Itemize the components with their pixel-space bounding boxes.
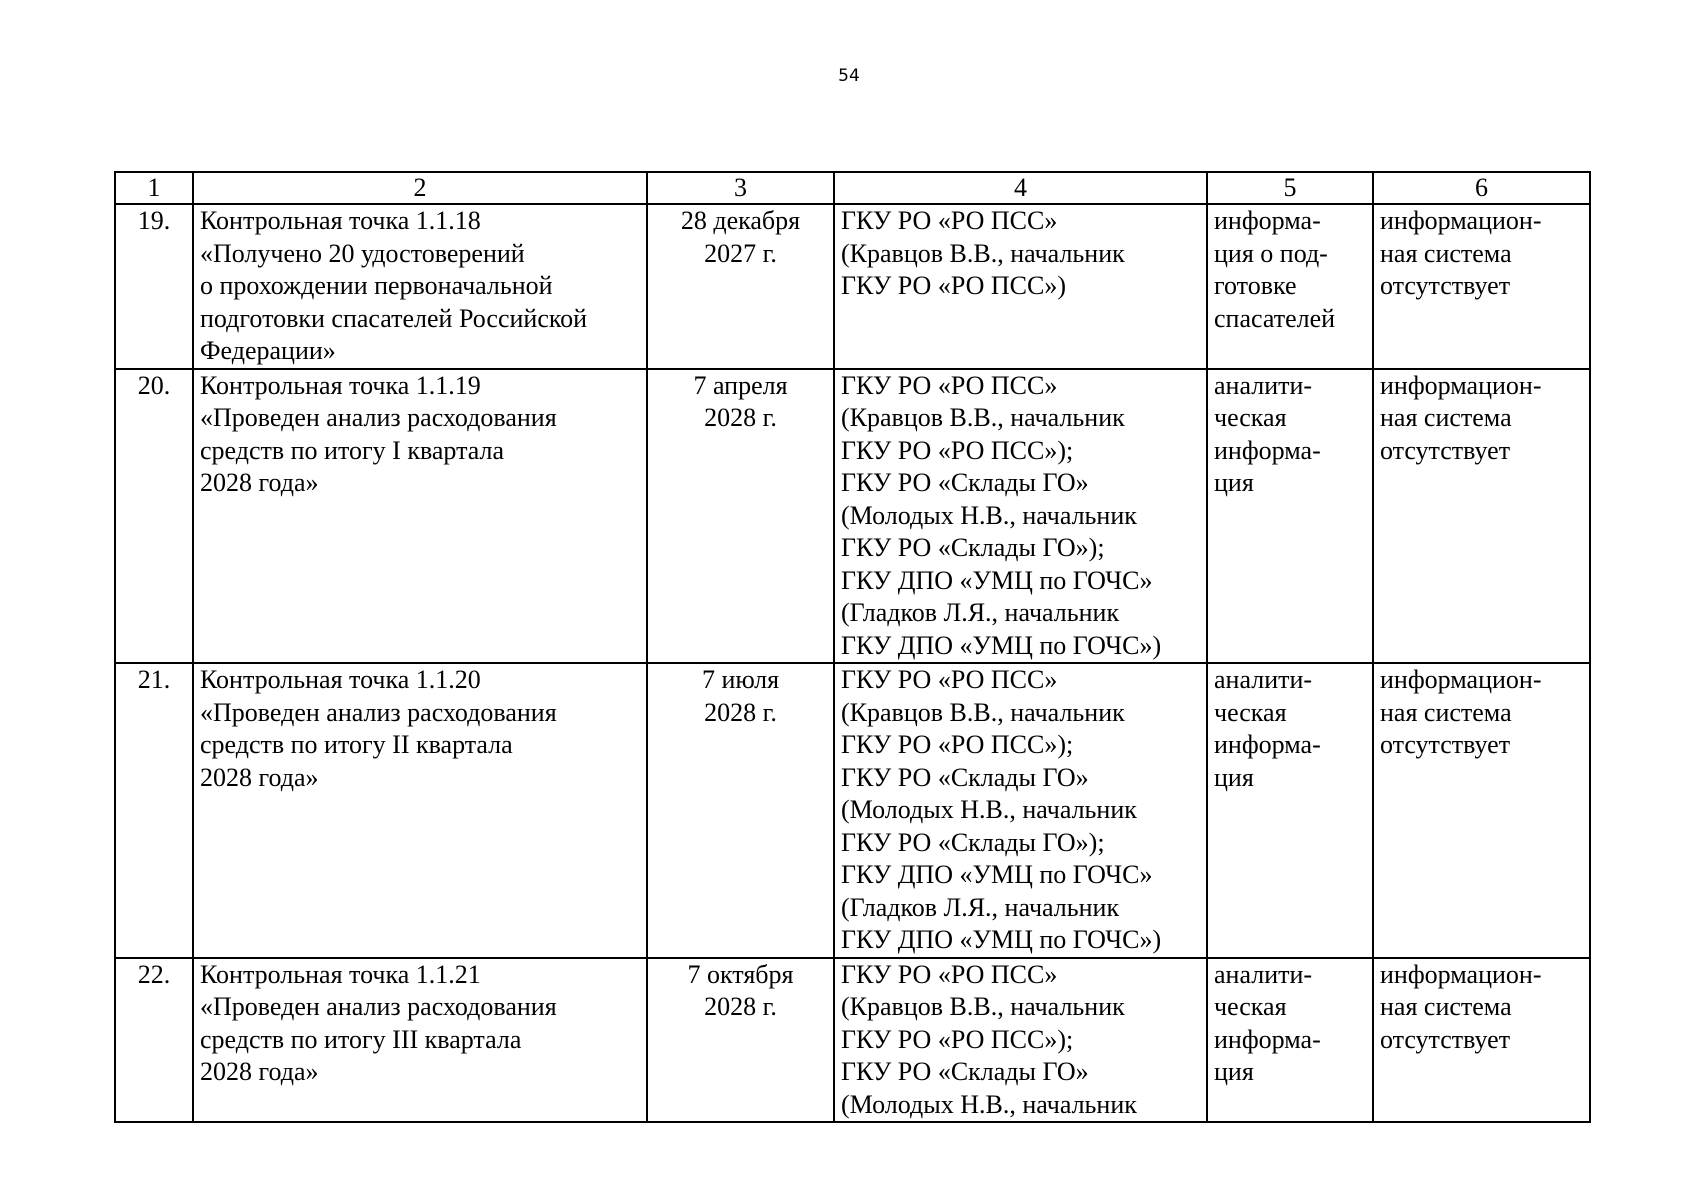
header-cell-3: 3 xyxy=(647,172,834,204)
table-header-row xyxy=(115,172,1590,204)
responsible-executor: ГКУ РО «РО ПСС» (Кравцов В.В., начальник ГКУ РО «РО ПСС»); ГКУ РО «Склады ГО» (Молодых Н.В., начальник ГКУ РО «Склады ГО»); ГКУ ДПО «УМЦ по ГОЧС» (Гладков Л.Я., начальник ГКУ ДПО «УМЦ по ГОЧС») xyxy=(834,663,1207,958)
control-point-name: Контрольная точка 1.1.19 «Проведен анализ расходования средств по итогу I квартала 2028 года» xyxy=(193,369,647,664)
header-cell-2: 2 xyxy=(193,172,647,204)
control-point-name: Контрольная точка 1.1.21 «Проведен анализ расходования средств по итогу III квартала 2028 года» xyxy=(193,958,647,1123)
responsible-executor: ГКУ РО «РО ПСС» (Кравцов В.В., начальник ГКУ РО «РО ПСС») xyxy=(834,204,1207,369)
table-row xyxy=(115,369,1590,664)
control-point-name: Контрольная точка 1.1.20 «Проведен анализ расходования средств по итогу II квартала 2028 года» xyxy=(193,663,647,958)
information-system: информацион- ная система отсутствует xyxy=(1373,958,1590,1123)
table-row xyxy=(115,663,1590,958)
deadline-date: 7 октября 2028 г. xyxy=(647,958,834,1123)
table-row xyxy=(115,958,1590,1123)
table-row xyxy=(115,204,1590,369)
information-system: информацион- ная система отсутствует xyxy=(1373,663,1590,958)
control-point-name: Контрольная точка 1.1.18 «Получено 20 удостоверений о прохождении первоначальной подготовки спасателей Российской Федерации» xyxy=(193,204,647,369)
document-type: аналити- ческая информа- ция xyxy=(1207,958,1373,1123)
deadline-date: 7 апреля 2028 г. xyxy=(647,369,834,664)
document-type: аналити- ческая информа- ция xyxy=(1207,663,1373,958)
deadline-date: 28 декабря 2027 г. xyxy=(647,204,834,369)
row-number: 20. xyxy=(115,369,193,664)
row-number: 22. xyxy=(115,958,193,1123)
document-type: аналити- ческая информа- ция xyxy=(1207,369,1373,664)
responsible-executor: ГКУ РО «РО ПСС» (Кравцов В.В., начальник ГКУ РО «РО ПСС»); ГКУ РО «Склады ГО» (Молодых Н.В., начальник xyxy=(834,958,1207,1123)
header-cell-4: 4 xyxy=(834,172,1207,204)
header-cell-1: 1 xyxy=(115,172,193,204)
header-cell-5: 5 xyxy=(1207,172,1373,204)
information-system: информацион- ная система отсутствует xyxy=(1373,204,1590,369)
row-number: 21. xyxy=(115,663,193,958)
responsible-executor: ГКУ РО «РО ПСС» (Кравцов В.В., начальник ГКУ РО «РО ПСС»); ГКУ РО «Склады ГО» (Молодых Н.В., начальник ГКУ РО «Склады ГО»); ГКУ ДПО «УМЦ по ГОЧС» (Гладков Л.Я., начальник ГКУ ДПО «УМЦ по ГОЧС») xyxy=(834,369,1207,664)
information-system: информацион- ная система отсутствует xyxy=(1373,369,1590,664)
header-cell-6: 6 xyxy=(1373,172,1590,204)
deadline-date: 7 июля 2028 г. xyxy=(647,663,834,958)
control-points-table xyxy=(114,171,1591,1123)
row-number: 19. xyxy=(115,204,193,369)
page-number: 54 xyxy=(838,66,860,86)
document-type: информа- ция о под- готовке спасателей xyxy=(1207,204,1373,369)
